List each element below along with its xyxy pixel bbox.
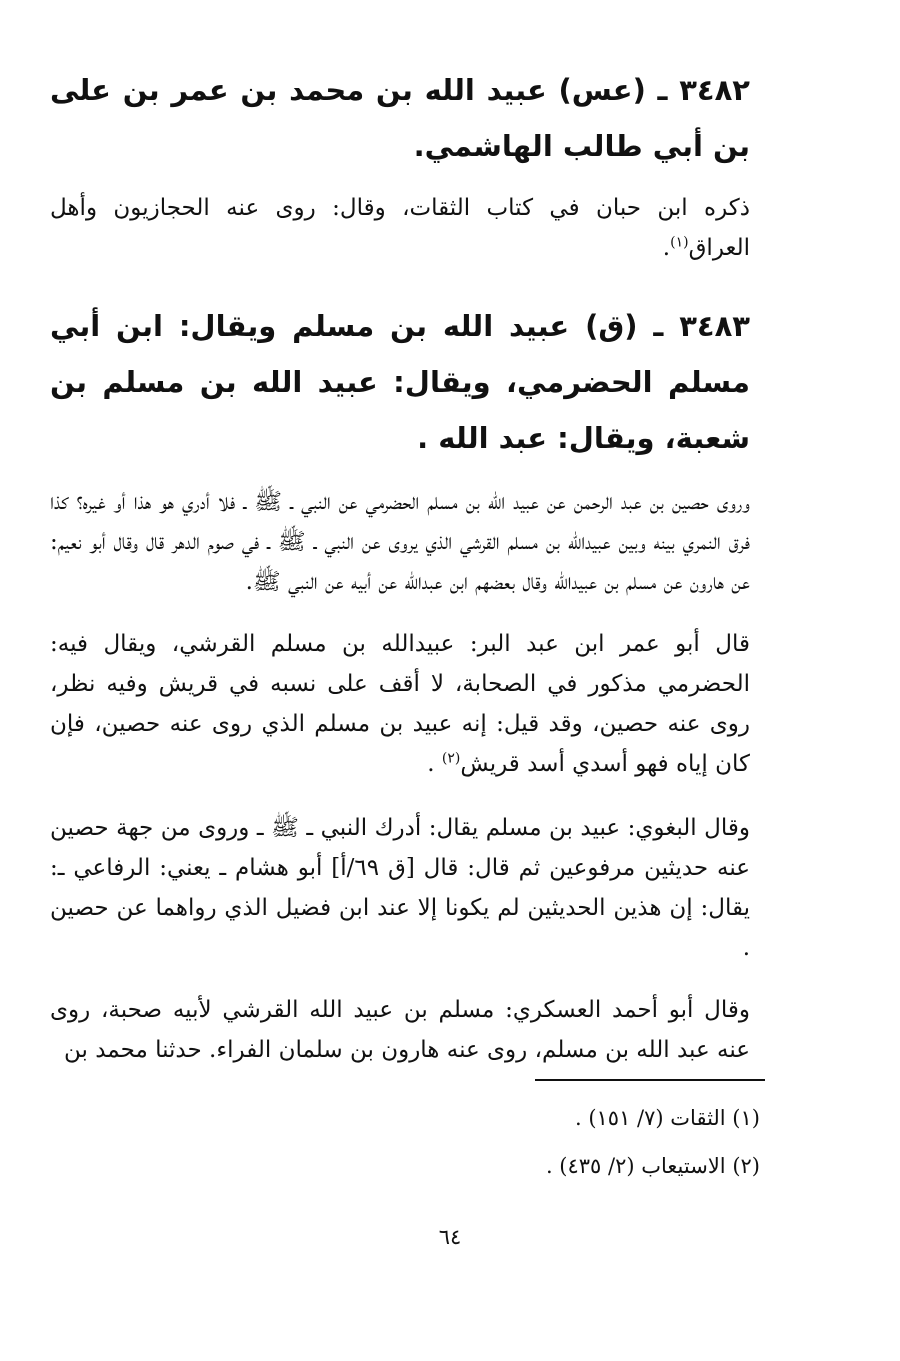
entry-paragraph (50, 624, 750, 784)
entry-heading-3482: ٣٤٨٢ ـ (عس) عبيد الله بن محمد بن عمر بن على بن أبي طالب الهاشمي. (50, 73, 750, 163)
paragraph-text: ذكره ابن حبان في كتاب الثقات، وقال: روى عنه الحجازيون وأهل العراق (50, 195, 750, 261)
paragraph-text: قال أبو عمر ابن عبد البر: عبيدالله بن مسلم القرشي، ويقال فيه: الحضرمي مذكور في الصحابة، لا أقف على نسبه في قريش وفيه نظر، روى عنه حصين، وقد قيل: إنه عبيد بن مسلم الذي روى عنه حصين، فإن كان إياه فهو أسدي أسد قريش (50, 631, 750, 777)
footnote-marker-2[interactable]: (٢) (441, 750, 461, 767)
footnote-divider (535, 1079, 765, 1081)
entry-paragraph (50, 990, 750, 1070)
entry-paragraph (50, 482, 750, 602)
page-body (50, 62, 750, 1070)
footnotes (160, 1094, 760, 1190)
paragraph-tail: . (427, 751, 442, 777)
paragraph-text: وقال البغوي: عبيد بن مسلم يقال: أدرك النبي ـ ﷺ ـ وروى من جهة حصين عنه حديثين مرفوعين ثم قال: قال [ق ٦٩/أ] أبو هشام ـ يعني: الرفاعي ـ: يقال: إن هذين الحديثين لم يكونا إلا عند ابن فضيل الذي رواهما عن حصين . (50, 815, 751, 961)
footnote-marker-1[interactable]: (١) (670, 234, 689, 251)
paragraph-tail: . (662, 235, 671, 261)
footnote-2: (٢) الاستيعاب (٢/ ٤٣٥) . (545, 1154, 760, 1178)
footnote-1: (١) الثقات (٧/ ١٥١) . (574, 1106, 760, 1130)
entry-heading-3483: ٣٤٨٣ ـ (ق) عبيد الله بن مسلم ويقال: ابن أبي مسلم الحضرمي، ويقال: عبيد الله بن مسلم بن شعبة، ويقال: عبد الله . (50, 309, 750, 455)
entry-paragraph (50, 188, 750, 268)
page-number: ٦٤ (438, 1225, 462, 1249)
entry-paragraph (50, 808, 750, 968)
paragraph-text: وقال أبو أحمد العسكري: مسلم بن عبيد الله القرشي لأبيه صحبة، روى عنه عبد الله بن مسلم، روى عنه هارون بن سلمان الفراء. حدثنا محمد بن (50, 997, 750, 1063)
paragraph-text: وروى حصين بن عبد الرحمن عن عبيد الله بن مسلم الحضرمي عن النبي ـ ﷺ ـ فلا أدري هو هذا أو غيره؟ كذا فرق النمري بينه وبين عبيدالله بن مسلم القرشي الذي يروى عن النبي ـ ﷺ ـ في صوم الدهر قال وقال أبو نعيم: عن هارون عن مسلم بن عبيدالله وقال بعضهم ابن عبدالله عن أبيه عن النبي ﷺ. (50, 489, 750, 595)
